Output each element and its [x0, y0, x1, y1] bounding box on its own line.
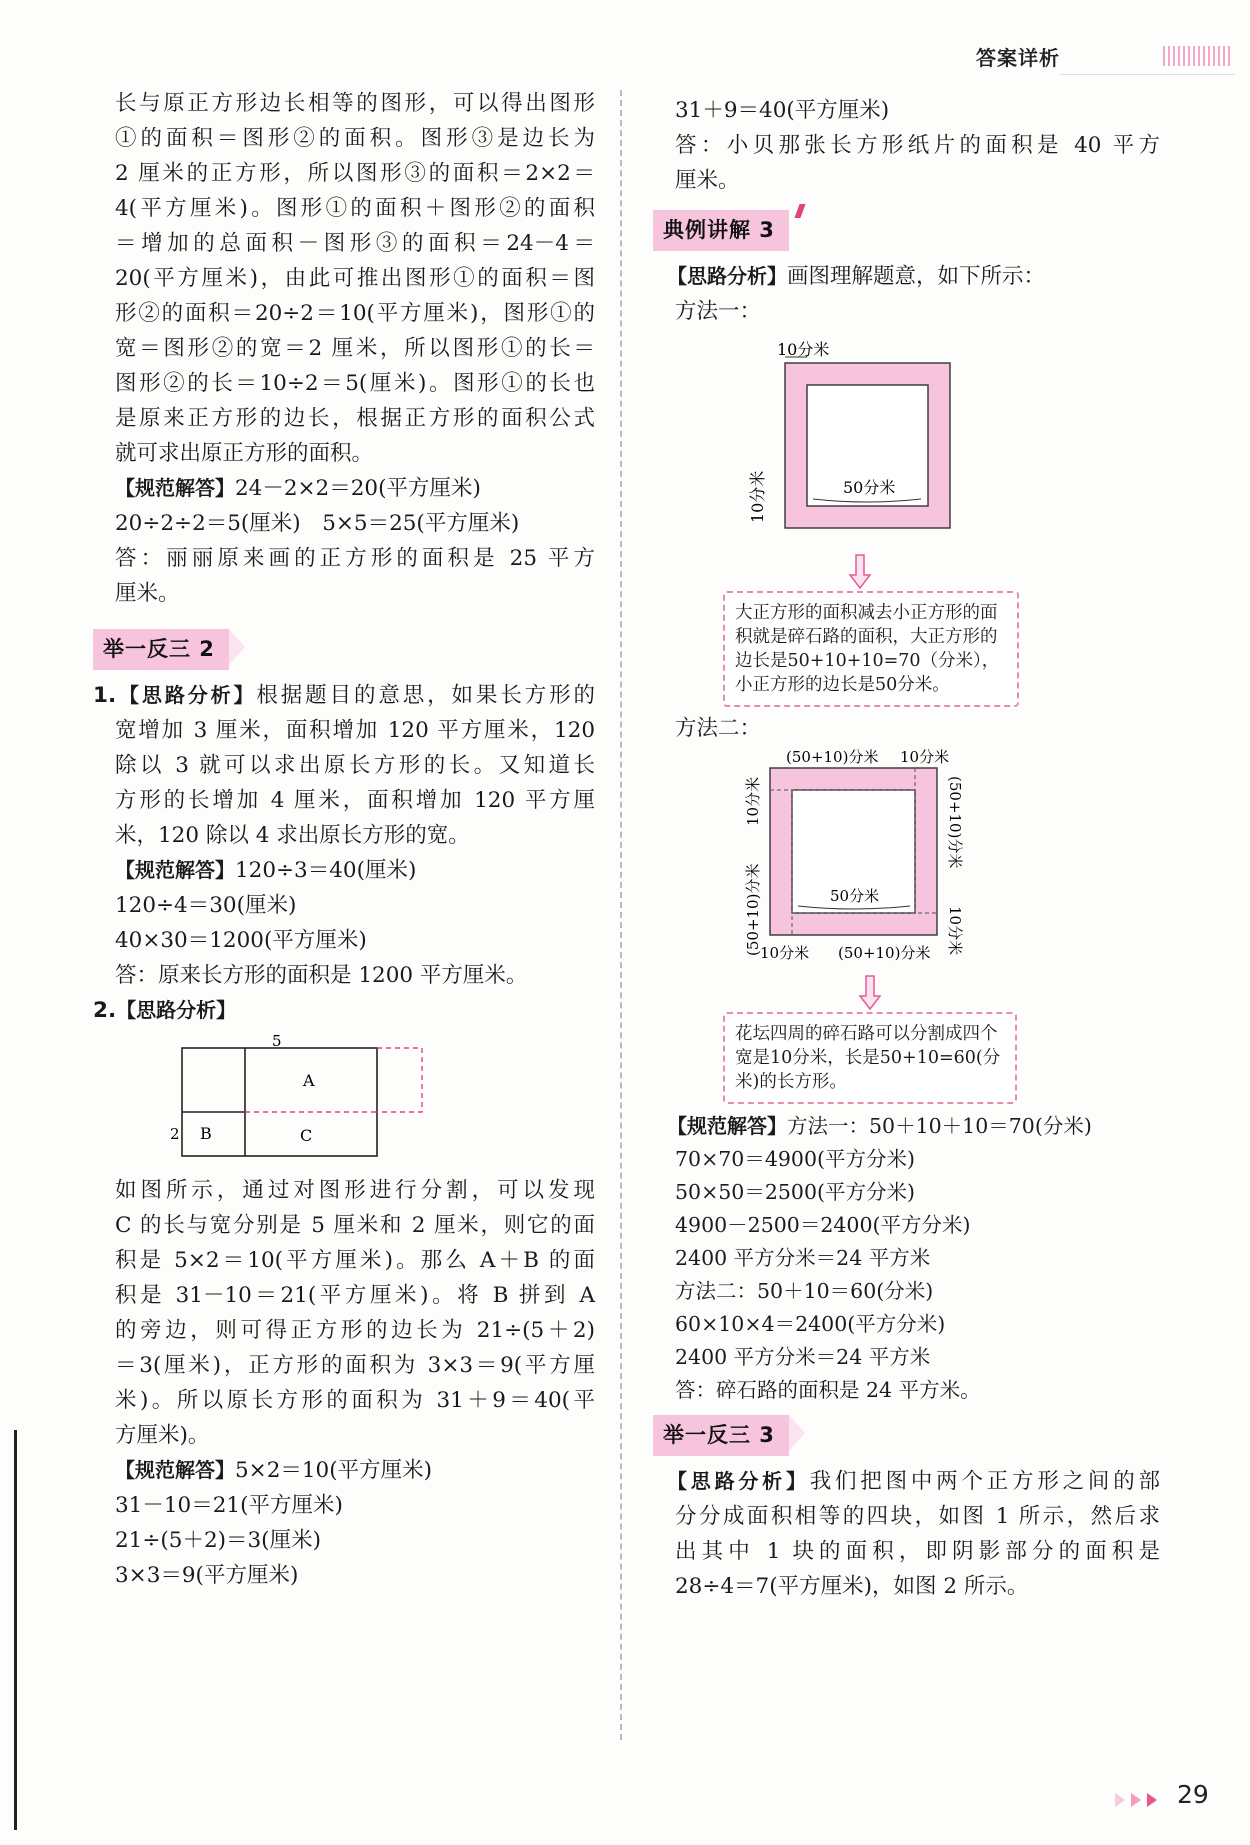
- text-line: 4(平方厘米)。图形①的面积＋图形②的面积: [115, 196, 595, 221]
- footer-arrows-icon: [1115, 1790, 1170, 1810]
- text: 画图理解题意，如下所示：: [787, 264, 1046, 289]
- method1-note-box: [723, 591, 1019, 707]
- text-line: ＝3(厘米)，正方形的面积为 3×3＝9(平方厘: [115, 1353, 595, 1378]
- text-line: 除以 3 就可以求出原长方形的长。又知道长: [115, 753, 595, 778]
- method-label: 方法一：: [675, 299, 762, 324]
- method2-note-box: [723, 1012, 1017, 1104]
- text-line: 分分成面积相等的四块，如图 1 所示，然后求: [675, 1504, 1160, 1529]
- method-label: 方法二：: [675, 716, 762, 741]
- text-line: 出其中 1 块的面积，即阴影部分的面积是: [675, 1539, 1160, 1564]
- label-inner: 50分米: [830, 887, 880, 905]
- text-line: 答：小贝那张长方形纸片的面积是 40 平方: [675, 133, 1160, 158]
- answer-line: 70×70＝4900(平方分米): [675, 1147, 916, 1171]
- page-number: 29: [1177, 1780, 1209, 1809]
- analysis-tag: 【思路分析】: [116, 998, 237, 1022]
- answer-line: [115, 853, 595, 888]
- answer-line: 2400 平方分米＝24 平方米: [675, 1345, 931, 1369]
- label-top-b: 10分米: [900, 748, 950, 766]
- left-column: [93, 86, 595, 1593]
- answer-line: 40×30＝1200(平方厘米): [115, 928, 367, 953]
- text-line: 28÷4＝7(平方厘米)，如图 2 所示。: [675, 1574, 1029, 1599]
- answer-line: 120÷4＝30(厘米): [115, 893, 297, 918]
- answer-line: 4900－2500＝2400(平方分米): [675, 1213, 971, 1237]
- text-line: 2 厘米的正方形，所以图形③的面积＝2×2＝: [115, 161, 595, 186]
- section-title: 举一反三 2: [103, 637, 215, 661]
- label-bottom-b: (50+10)分米: [838, 944, 931, 962]
- question-1: [93, 678, 595, 993]
- answer-line: 60×10×4＝2400(平方分米): [675, 1312, 946, 1336]
- answer-line: 31－10＝21(平方厘米): [115, 1493, 343, 1518]
- label-top: 5: [272, 1032, 282, 1050]
- text-line: 是原来正方形的边长，根据正方形的面积公式: [115, 406, 595, 431]
- label-top-a: (50+10)分米: [786, 748, 879, 766]
- analysis-tag: 【思路分析】: [116, 683, 257, 707]
- answer-line: 厘米。: [115, 581, 180, 606]
- label-c: C: [300, 1126, 313, 1145]
- question-number: 1.: [93, 683, 117, 708]
- answer-block: [115, 471, 595, 611]
- text: 我们把图中两个正方形之间的部: [809, 1469, 1160, 1494]
- note-text: 大正方形的面积减去小正方形的面积就是碎石路的面积，大正方形的边长是50+10+10=70（分米），小正方形的边长是50分米。: [735, 603, 1000, 695]
- text-line: 就可求出原正方形的面积。: [115, 441, 374, 466]
- label-a: A: [303, 1071, 315, 1090]
- text-line: ①的面积＝图形②的面积。图形③是边长为: [115, 126, 595, 151]
- analysis-tag: 【思路分析】: [667, 1469, 810, 1493]
- question-number: 2.: [93, 998, 117, 1023]
- answer-line: 20÷2÷2＝5(厘米) 5×5＝25(平方厘米): [115, 511, 520, 536]
- moved-piece-outline: [377, 1048, 422, 1112]
- badge-arrow-icon: [789, 1415, 805, 1451]
- question-2: [93, 993, 595, 1593]
- text-line: 形②的面积＝20÷2＝10(平方厘米)，图形①的: [115, 301, 595, 326]
- text-line: 方形的长增加 4 厘米，面积增加 120 平方厘: [115, 788, 595, 813]
- label-top: 10分米: [777, 340, 830, 359]
- text: 120÷3＝40(厘米): [235, 858, 417, 883]
- text-line: 米，120 除以 4 求出原长方形的宽。: [115, 823, 470, 848]
- example-title-badge: [653, 210, 789, 251]
- text-line: 长与原正方形边长相等的图形，可以得出图形: [115, 91, 595, 116]
- text-line: 的旁边，则可得正方形的边长为 21÷(5＋2): [115, 1318, 595, 1343]
- text-line: 宽＝图形②的宽＝2 厘米，所以图形①的长＝: [115, 336, 595, 361]
- example-title: 典例讲解 3: [663, 218, 775, 242]
- section-title-badge: [653, 1415, 789, 1456]
- text-line: 图形②的长＝10÷2＝5(厘米)。图形①的长也: [115, 371, 595, 396]
- flag-icon: [794, 204, 805, 218]
- answer-line: 21÷(5＋2)＝3(厘米): [115, 1528, 321, 1553]
- text-line: [93, 993, 595, 1028]
- text-line: 积是 31－10＝21(平方厘米)。将 B 拼到 A: [115, 1283, 595, 1308]
- answer-line: 答：原来长方形的面积是 1200 平方厘米。: [115, 963, 528, 988]
- down-arrow-icon: [860, 976, 880, 1010]
- text-line: ＝增加的总面积－图形③的面积＝24－4＝: [115, 231, 595, 256]
- intro-paragraph: [115, 86, 595, 471]
- header-rule: [1060, 74, 1235, 75]
- answer-line: 3×3＝9(平方厘米): [115, 1563, 299, 1588]
- text-line: 米)。所以原长方形的面积为 31＋9＝40(平: [115, 1388, 595, 1413]
- header-stripes: [1163, 44, 1233, 68]
- label-side: 10分米: [748, 470, 767, 523]
- text-line: 如图所示，通过对图形进行分割，可以发现: [115, 1178, 595, 1203]
- text-line: [667, 259, 1160, 294]
- page-edge-mark: [14, 1430, 17, 1830]
- method1-square-figure: [748, 333, 1015, 553]
- label-bottom-a: 10分米: [760, 944, 810, 962]
- text: 5×2＝10(平方厘米): [235, 1458, 433, 1483]
- down-arrow-icon: [850, 555, 870, 589]
- label-inner: 50分米: [843, 478, 896, 497]
- section3-analysis: [667, 1464, 1160, 1604]
- method2-square-figure: [730, 746, 1050, 976]
- answer-line: 答：碎石路的面积是 24 平方米。: [675, 1378, 981, 1402]
- answer-tag: 【规范解答】: [115, 858, 235, 882]
- note-text: 花坛四周的碎石路可以分割成四个宽是10分米，长是50+10=60(分米)的长方形。: [735, 1024, 1001, 1092]
- rectangle-split-figure: [160, 1034, 460, 1169]
- answer-line: [115, 1453, 595, 1488]
- text: 方法一：50＋10＋10＝70(分米): [787, 1114, 1092, 1138]
- answer-tag: 【规范解答】: [667, 1114, 787, 1138]
- answer-line: 24－2×2＝20(平方厘米): [235, 476, 481, 501]
- text-line: [93, 678, 595, 713]
- answer-line: [667, 1110, 1160, 1143]
- answer-line: 50×50＝2500(平方分米): [675, 1180, 916, 1204]
- label-right-a: (50+10)分米: [946, 776, 964, 869]
- answer-block: [667, 1110, 1160, 1407]
- text-line: 宽增加 3 厘米，面积增加 120 平方厘米，120: [115, 718, 595, 743]
- answer-line: 2400 平方分米＝24 平方米: [675, 1246, 931, 1270]
- text: 根据题目的意思，如果长方形的: [256, 683, 595, 708]
- analysis-tag: 【思路分析】: [667, 264, 787, 288]
- label-left-a: 10分米: [744, 776, 762, 826]
- label-left-b: (50+10)分米: [744, 863, 762, 956]
- text-line: [115, 471, 595, 506]
- answer-line: 答：丽丽原来画的正方形的面积是 25 平方: [115, 546, 595, 571]
- section-title-badge: [93, 629, 229, 670]
- text-line: [667, 1464, 1160, 1499]
- text-line: 20(平方厘米)，由此可推出图形①的面积＝图: [115, 266, 595, 291]
- section-title: 举一反三 3: [663, 1423, 775, 1447]
- text-line: 积是 5×2＝10(平方厘米)。那么 A＋B 的面: [115, 1248, 595, 1273]
- header-title: 答案详析: [976, 46, 1060, 70]
- label-right-b: 10分米: [946, 906, 964, 956]
- right-column: [663, 93, 1160, 1604]
- text-line: 31＋9＝40(平方厘米): [675, 98, 890, 123]
- column-divider: [620, 90, 622, 1740]
- label-b: B: [200, 1124, 212, 1143]
- text-line: 厘米。: [675, 168, 740, 193]
- answer-tag: 【规范解答】: [115, 476, 235, 500]
- text-line: 方厘米)。: [115, 1423, 210, 1448]
- badge-arrow-icon: [229, 629, 245, 665]
- answer-line: 方法二：50＋10＝60(分米): [675, 1279, 934, 1303]
- text-line: C 的长与宽分别是 5 厘米和 2 厘米，则它的面: [115, 1213, 595, 1238]
- answer-tag: 【规范解答】: [115, 1458, 235, 1482]
- label-left: 2: [170, 1125, 180, 1143]
